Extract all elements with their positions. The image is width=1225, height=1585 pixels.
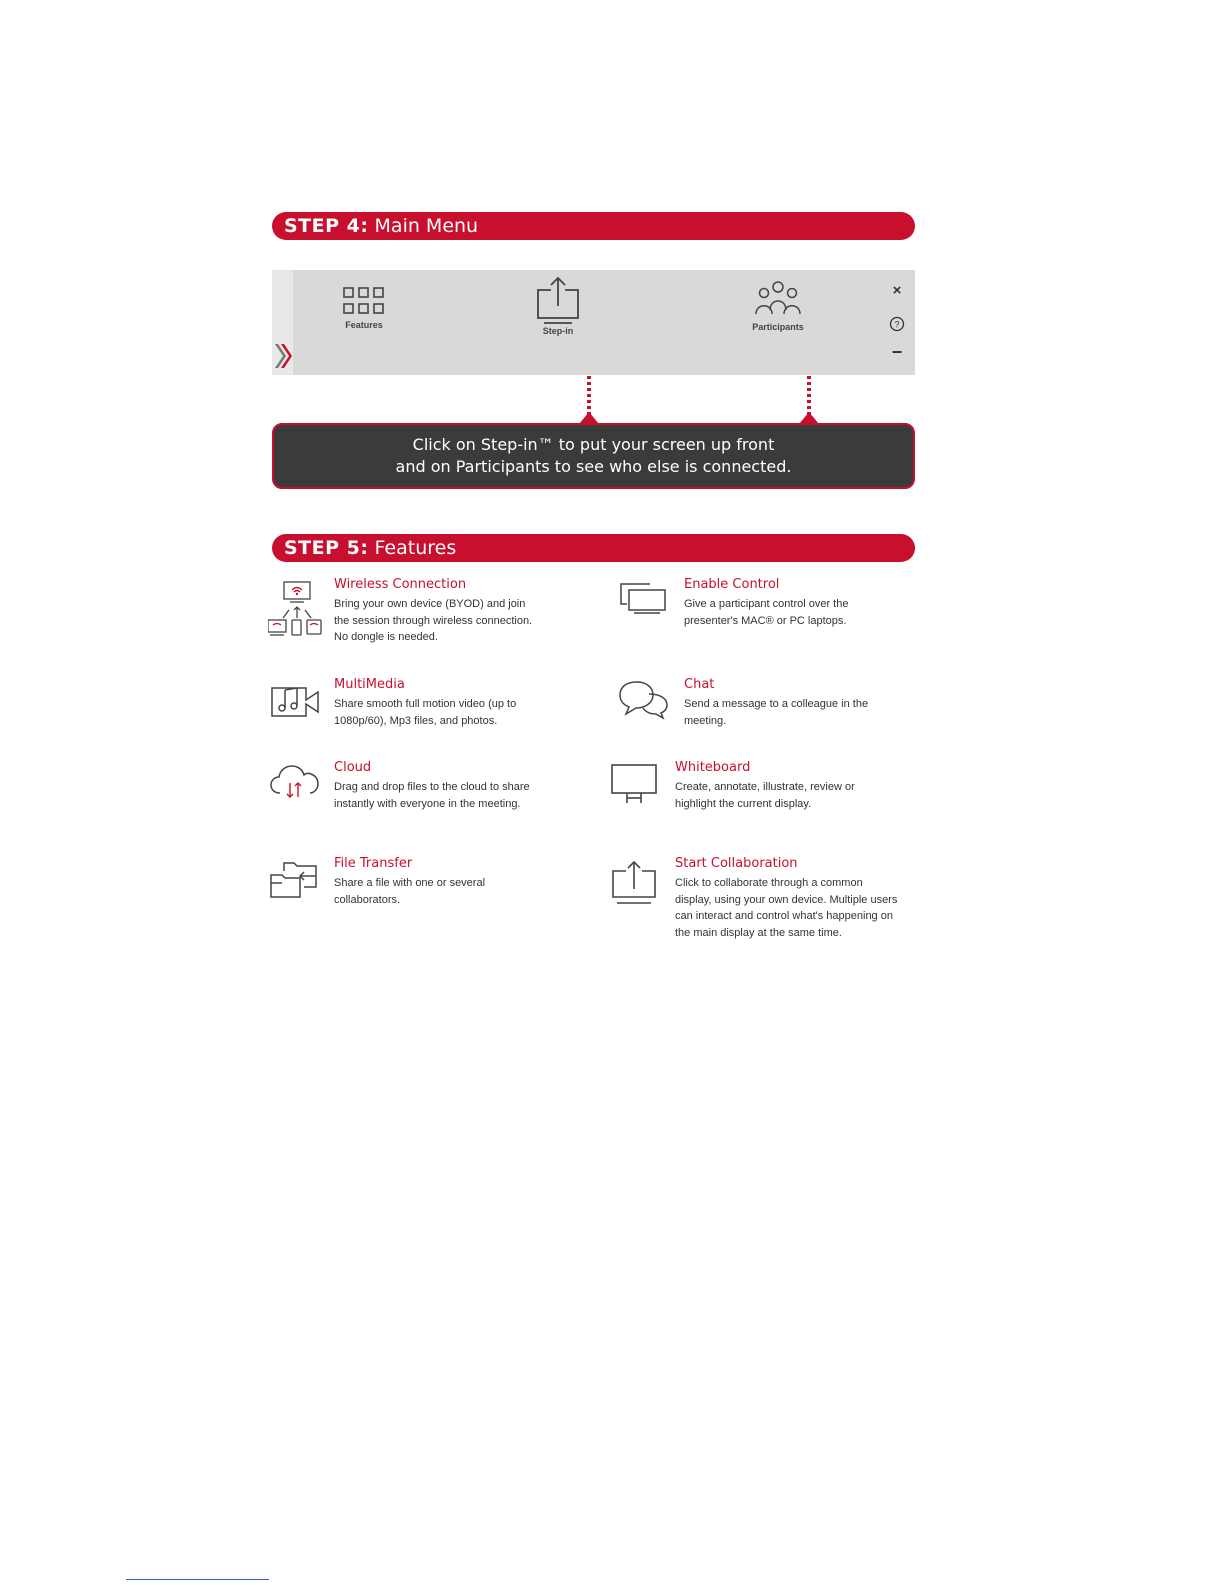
features-grid-icon — [342, 286, 386, 316]
feature-title: Wireless Connection — [334, 577, 467, 592]
feature-description: Send a message to a colleague in the meeting. — [684, 698, 869, 727]
features-label: Features — [345, 320, 383, 330]
feature-wireless-connection — [268, 577, 568, 650]
feature-title: Whiteboard — [675, 760, 751, 775]
wireless-connection-icon — [268, 580, 328, 638]
step4-banner — [272, 212, 915, 240]
participants-label: Participants — [752, 322, 804, 332]
multimedia-icon — [270, 680, 322, 720]
feature-title: Start Collaboration — [675, 856, 798, 871]
step5-title: Features — [374, 537, 457, 559]
instruction-callout — [272, 423, 915, 489]
feature-whiteboard — [611, 760, 915, 813]
file-transfer-icon — [270, 859, 322, 899]
feature-chat — [619, 677, 915, 730]
help-icon — [889, 316, 905, 332]
feature-file-transfer — [270, 856, 570, 909]
feature-title: Chat — [684, 677, 715, 692]
close-icon: × — [892, 282, 902, 299]
participants-button[interactable] — [728, 286, 828, 358]
step4-title: Main Menu — [374, 215, 479, 237]
step5-number: STEP 5: — [284, 537, 369, 559]
feature-title: File Transfer — [334, 856, 413, 871]
feature-title: Cloud — [334, 760, 372, 775]
feature-description: Give a participant control over the presenter's MAC® or PC laptops. — [684, 598, 849, 627]
features-button[interactable] — [314, 286, 414, 358]
feature-title: MultiMedia — [334, 677, 405, 692]
feature-description: Create, annotate, illustrate, review or highlight the current display. — [675, 781, 855, 810]
step-in-button[interactable] — [508, 286, 608, 358]
whiteboard-icon — [611, 763, 659, 805]
close-button[interactable] — [887, 282, 907, 302]
feature-description: Share a file with one or several collaborators. — [334, 877, 486, 906]
enable-control-icon — [620, 580, 668, 616]
help-button[interactable] — [887, 316, 907, 336]
callout-line-2: and on Participants to see who else is connected. — [395, 457, 792, 476]
step-in-label: Step-in — [542, 326, 574, 336]
feature-title: Enable Control — [684, 577, 780, 592]
step4-number: STEP 4: — [284, 215, 369, 237]
callout-line-1: Click on Step-in™ to put your screen up front — [412, 435, 775, 454]
brand-logo-icon — [274, 342, 292, 370]
feature-cloud — [270, 760, 570, 813]
main-menu-bar — [272, 270, 915, 375]
minimize-button[interactable] — [887, 342, 907, 362]
cloud-icon — [270, 763, 322, 803]
footnote-rule — [126, 1579, 269, 1580]
svg-text:?: ? — [894, 319, 900, 330]
feature-description: Share smooth full motion video (up to 1080p/60), Mp3 files, and photos. — [334, 698, 517, 727]
step-in-share-icon — [534, 274, 582, 326]
minimize-icon: − — [891, 342, 903, 362]
feature-multimedia — [270, 677, 570, 730]
feature-description: Click to collaborate through a common display, using your own device. Multiple users can interact and control what's happening on the main display at the same time. — [675, 877, 898, 939]
chat-icon — [619, 680, 671, 720]
step5-banner — [272, 534, 915, 562]
start-collaboration-icon — [611, 859, 659, 907]
feature-enable-control — [620, 577, 915, 635]
feature-description: Drag and drop files to the cloud to share instantly with everyone in the meeting. — [334, 781, 530, 810]
feature-start-collaboration — [611, 856, 915, 944]
participants-group-icon — [750, 278, 806, 318]
feature-description: Bring your own device (BYOD) and join the session through wireless connection. No dongle is needed. — [334, 598, 533, 643]
